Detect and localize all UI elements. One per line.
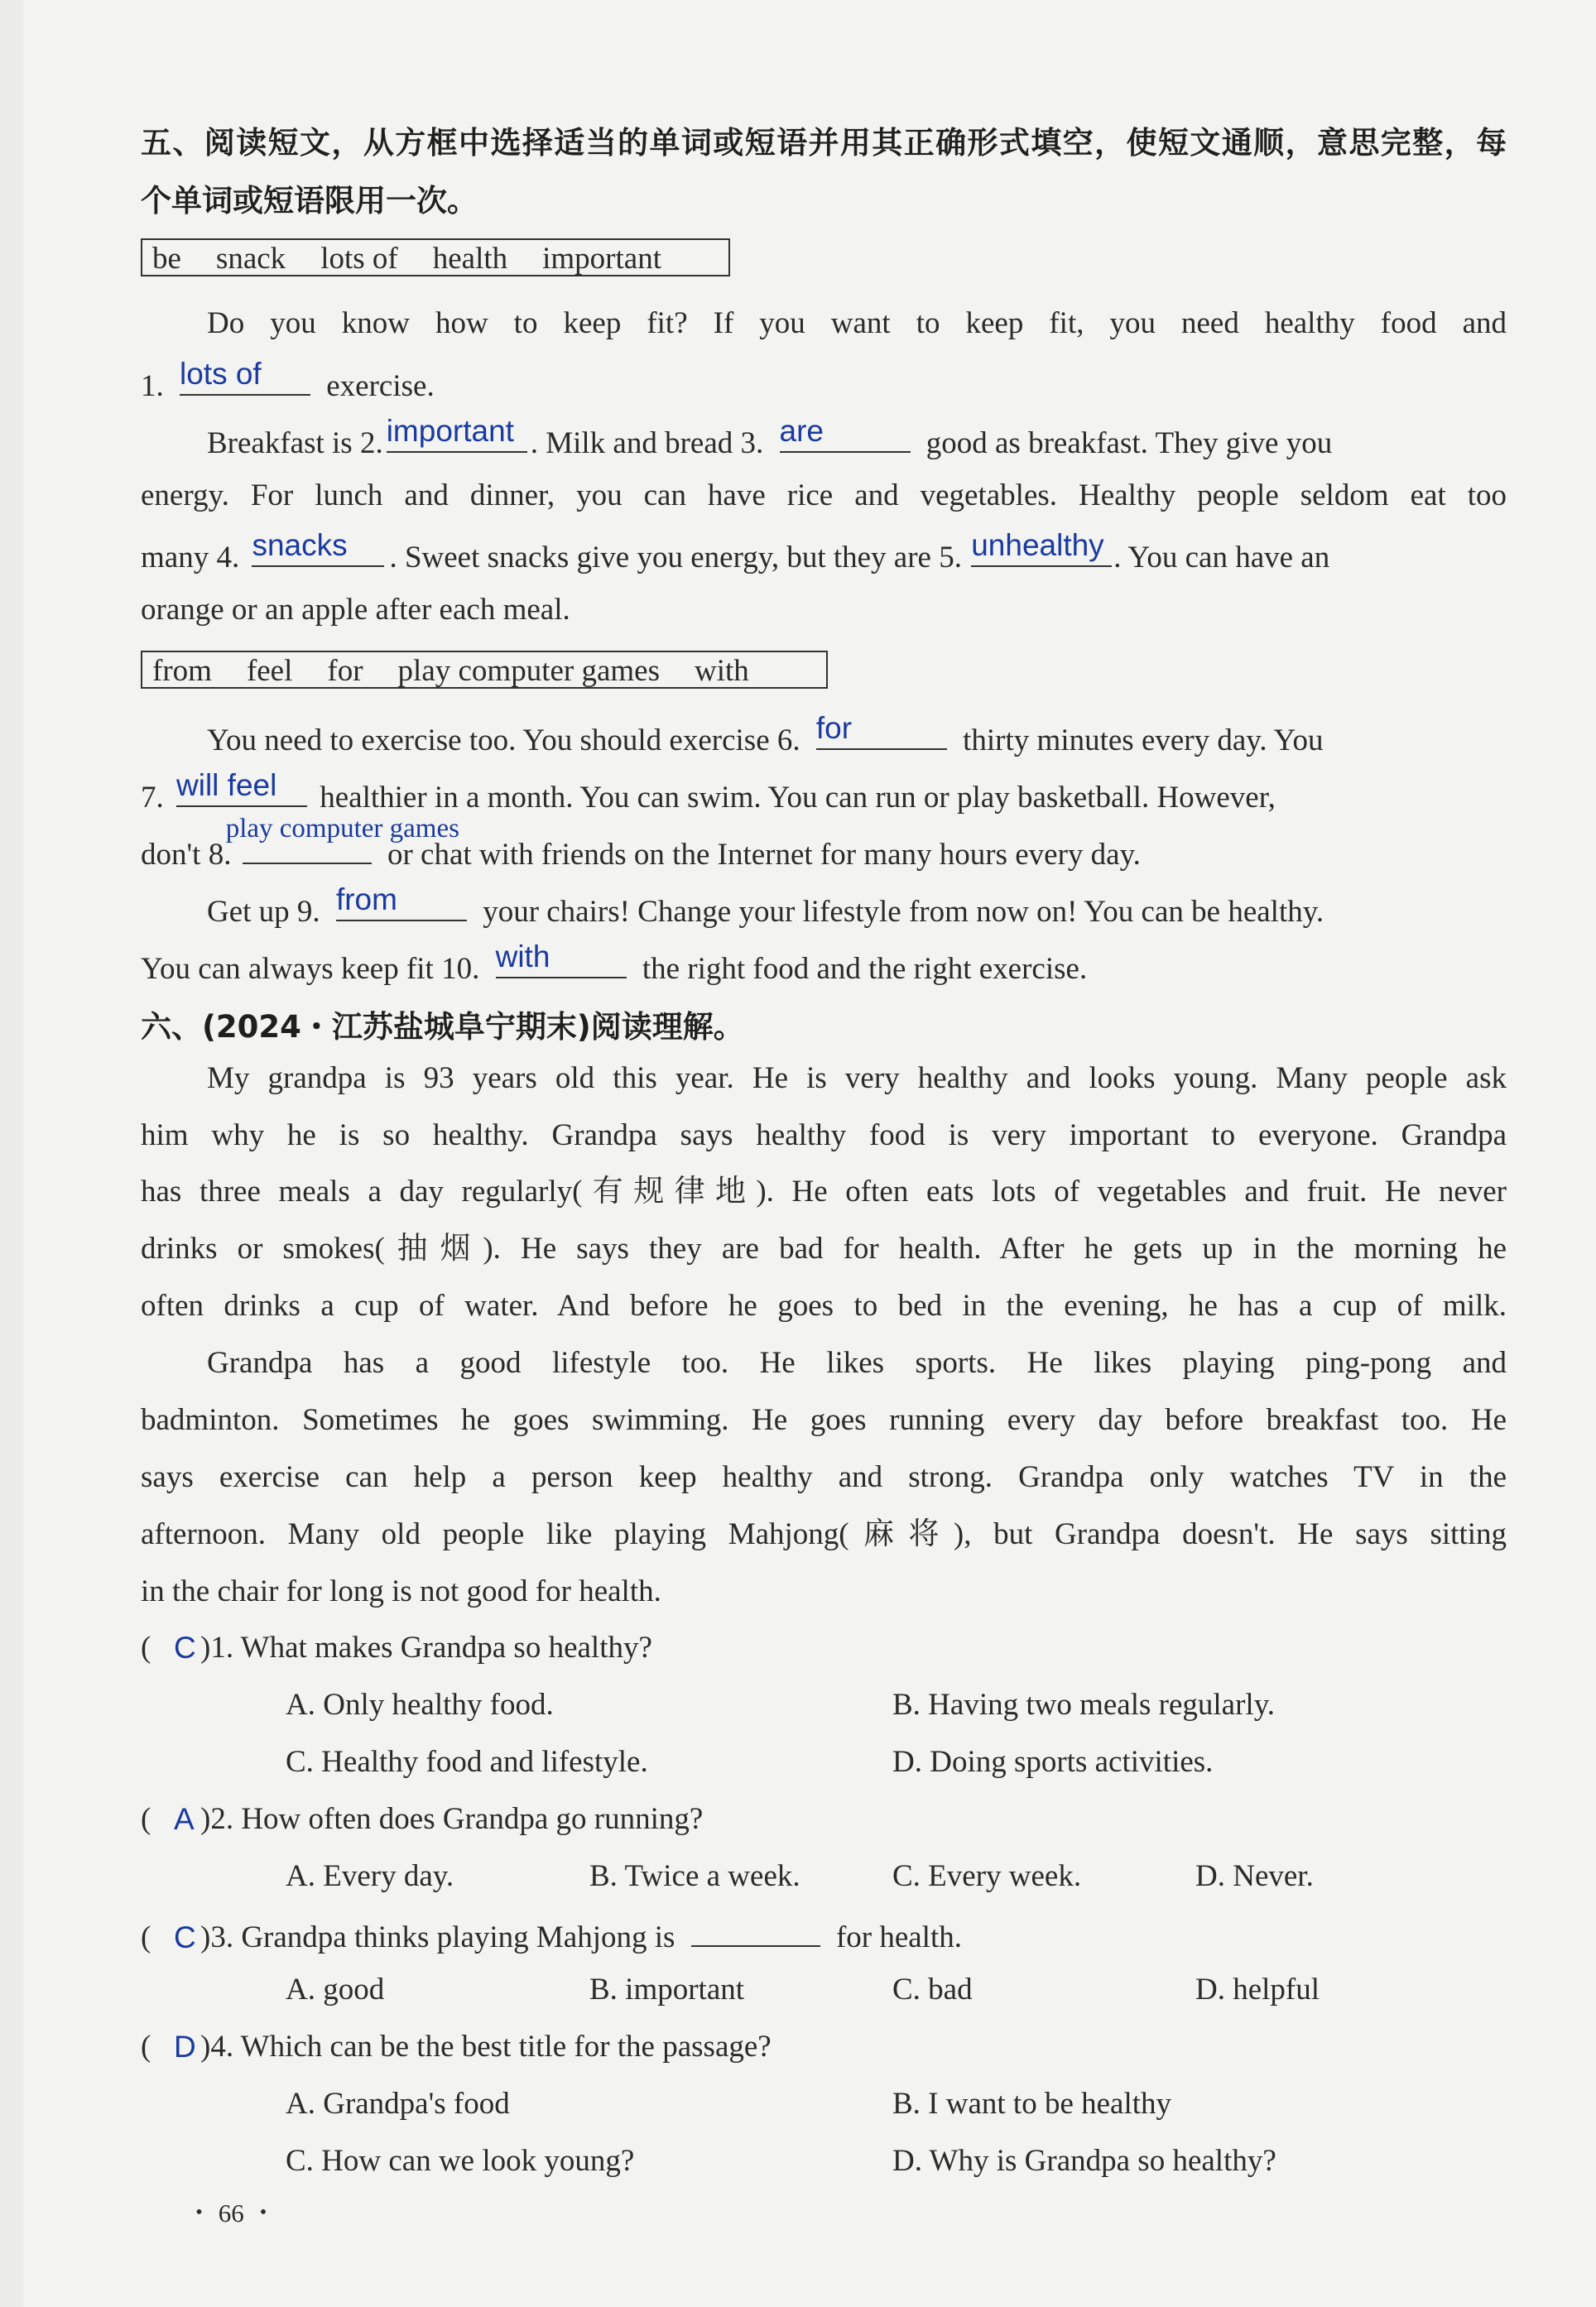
- option[interactable]: B. Twice a week.: [589, 1859, 800, 1893]
- word-box-item: lots of: [320, 242, 398, 276]
- option[interactable]: C. How can we look young?: [286, 2144, 635, 2178]
- reading-line: has three meals a day regularly(有规律地). He often eats lots of vegetables and fruit. He never: [141, 1175, 1507, 1209]
- section5-heading-line2: 个单词或短语限用一次。: [141, 183, 478, 219]
- answer-6: for: [815, 711, 853, 745]
- option[interactable]: A. Every day.: [286, 1859, 454, 1893]
- passage-line: 7. will feel healthier in a month. You can swim. You can run or play basketball. However,: [141, 768, 1276, 815]
- blank-6[interactable]: [815, 711, 947, 750]
- question-1: ( C )1. What makes Grandpa so healthy?: [141, 1631, 652, 1665]
- answer-paren[interactable]: ( D: [141, 2030, 196, 2064]
- word-box-item: be: [152, 242, 181, 276]
- passage-line: many 4. snacks . Sweet snacks give you energy, but they are 5. unhealthy . You can have an: [141, 528, 1330, 574]
- word-box-item: important: [542, 242, 661, 276]
- section5-heading-line1: 五、阅读短文，从方框中选择适当的单词或短语并用其正确形式填空，使短文通顺，意思完整，每: [141, 125, 1507, 161]
- option[interactable]: A. Grandpa's food: [286, 2087, 510, 2121]
- reading-line: him why he is so healthy. Grandpa says healthy food is very important to everyone. Grandpa: [141, 1118, 1507, 1152]
- word-box-1: [141, 238, 730, 276]
- question-2-answer: A: [174, 1802, 195, 1836]
- answer-2: important: [386, 414, 514, 448]
- word-box-item: health: [432, 242, 508, 276]
- option[interactable]: C. Every week.: [892, 1859, 1082, 1893]
- section6-heading: 六、(2024・江苏盐城阜宁期末)阅读理解。: [141, 1009, 744, 1045]
- word-box-item: snack: [215, 242, 286, 276]
- scan-shadow: [0, 0, 23, 2307]
- option[interactable]: B. important: [589, 1973, 745, 2007]
- passage-line: Get up 9. from your chairs! Change your lifestyle from now on! You can be healthy.: [207, 882, 1324, 929]
- option[interactable]: D. Why is Grandpa so healthy?: [892, 2144, 1276, 2178]
- option[interactable]: D. helpful: [1195, 1973, 1320, 2007]
- blank-5[interactable]: [971, 528, 1112, 567]
- reading-line: in the chair for long is not good for health.: [141, 1574, 661, 1608]
- answer-5: unhealthy: [971, 528, 1104, 562]
- passage-line: 1. lots of exercise.: [141, 357, 435, 403]
- blank-1[interactable]: [180, 357, 310, 396]
- question-4: ( D )4. Which can be the best title for the passage?: [141, 2030, 772, 2064]
- question-3: ( C )3. Grandpa thinks playing Mahjong is for health.: [141, 1917, 962, 1953]
- reading-line: drinks or smokes(抽烟). He says they are bad for health. After he gets up in the morning he: [141, 1232, 1507, 1266]
- passage-line: Breakfast is 2. important . Milk and bread 3. are good as breakfast. They give you: [207, 414, 1333, 460]
- answer-7: will feel: [176, 768, 277, 802]
- answer-paren[interactable]: ( C: [141, 1920, 196, 1954]
- question-4-answer: D: [174, 2030, 196, 2064]
- word-box-item: play computer games: [397, 654, 660, 688]
- answer-4: snacks: [252, 528, 348, 562]
- answer-8: play computer games: [225, 814, 459, 843]
- answer-9: from: [335, 882, 397, 916]
- option[interactable]: D. Doing sports activities.: [892, 1745, 1214, 1779]
- blank-3[interactable]: [779, 414, 911, 453]
- answer-10: with: [495, 940, 550, 973]
- question-3-blank[interactable]: [691, 1917, 820, 1947]
- blank-8[interactable]: [225, 814, 459, 864]
- question-2: ( A )2. How often does Grandpa go running?: [141, 1802, 704, 1836]
- reading-line: My grandpa is 93 years old this year. He is very healthy and looks young. Many people ask: [207, 1061, 1507, 1095]
- option[interactable]: C. bad: [892, 1973, 973, 2007]
- word-box-item: feel: [246, 654, 293, 688]
- option[interactable]: B. Having two meals regularly.: [892, 1688, 1276, 1722]
- word-box-item: from: [152, 654, 212, 688]
- passage-line: Do you know how to keep fit? If you want to keep fit, you need healthy food and: [207, 306, 1507, 340]
- blank-2[interactable]: [386, 414, 527, 453]
- blank-7[interactable]: [176, 768, 307, 807]
- option[interactable]: A. Only healthy food.: [286, 1688, 554, 1722]
- option[interactable]: B. I want to be healthy: [892, 2087, 1172, 2121]
- passage-line: orange or an apple after each meal.: [141, 593, 570, 627]
- blank-9[interactable]: [335, 882, 467, 921]
- word-box-item: with: [695, 654, 749, 688]
- answer-paren[interactable]: ( A: [141, 1802, 195, 1836]
- question-3-answer: C: [174, 1920, 196, 1954]
- reading-line: often drinks a cup of water. And before he goes to bed in the evening, he has a cup of milk.: [141, 1289, 1507, 1323]
- passage-line: energy. For lunch and dinner, you can have rice and vegetables. Healthy people seldom eat too: [141, 478, 1507, 512]
- reading-line: says exercise can help a person keep healthy and strong. Grandpa only watches TV in the: [141, 1460, 1507, 1494]
- passage-line: You can always keep fit 10. with the right food and the right exercise.: [141, 940, 1088, 986]
- option[interactable]: D. Never.: [1195, 1859, 1314, 1893]
- word-box-2: [141, 651, 828, 689]
- option[interactable]: C. Healthy food and lifestyle.: [286, 1745, 648, 1779]
- option[interactable]: A. good: [286, 1973, 385, 2007]
- question-1-answer: C: [174, 1631, 196, 1665]
- reading-line: afternoon. Many old people like playing Mahjong(麻将), but Grandpa doesn't. He says sitting: [141, 1517, 1507, 1551]
- blank-10[interactable]: [495, 940, 627, 978]
- blank-4[interactable]: [252, 528, 384, 567]
- reading-line: Grandpa has a good lifestyle too. He likes sports. He likes playing ping-pong and: [207, 1346, 1507, 1380]
- reading-line: badminton. Sometimes he goes swimming. He goes running every day before breakfast too. He: [141, 1403, 1507, 1437]
- page-number: ・ 66 ・: [186, 2199, 276, 2228]
- passage-line: don't 8. play computer games or chat with friends on the Internet for many hours every day.: [141, 814, 1141, 872]
- passage-line: You need to exercise too. You should exercise 6. for thirty minutes every day. You: [207, 711, 1324, 757]
- answer-paren[interactable]: ( C: [141, 1631, 196, 1665]
- answer-1: lots of: [180, 357, 262, 391]
- word-box-item: for: [327, 654, 363, 688]
- answer-3: are: [779, 414, 824, 448]
